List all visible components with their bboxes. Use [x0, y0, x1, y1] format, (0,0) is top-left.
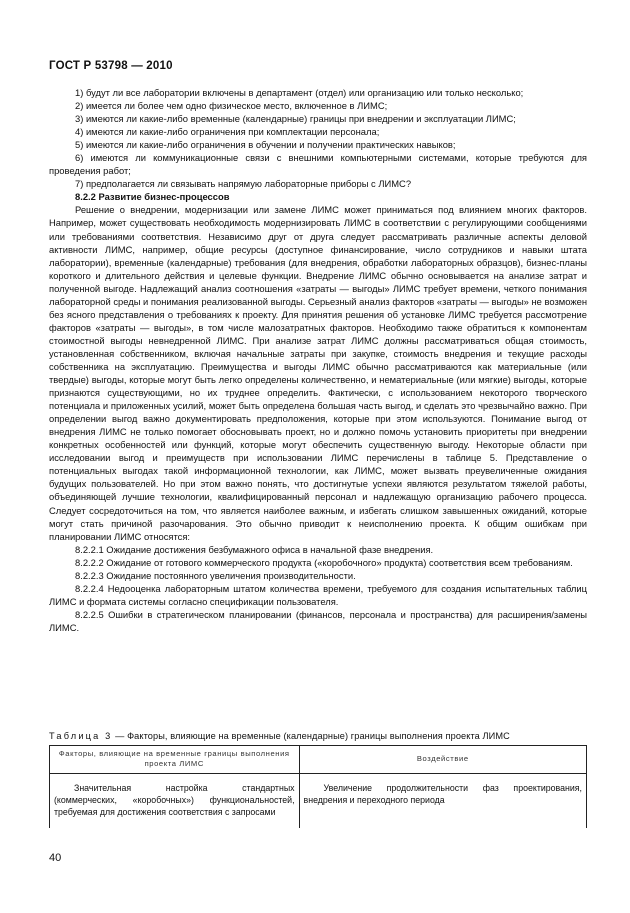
error-item: 8.2.2.4 Недооценка лабораторным штатом количества времени, требуемого для создания испытательных таблиц ЛИМС и формата системы согласно спецификации пользователя. — [49, 582, 587, 607]
list-item: 2) имеется ли более чем одно физическое место, включенное в ЛИМС; — [75, 100, 388, 112]
list-item: 5) имеются ли какие-либо ограничения в обучении и получении практических навыков; — [75, 139, 456, 151]
error-item: 8.2.2.3 Ожидание постоянного увеличения производительности. — [75, 569, 356, 581]
page-number: 40 — [49, 852, 62, 864]
error-item: 8.2.2.5 Ошибки в стратегическом планировании (финансов, персонала и пространства) для расширения/замены ЛИМС. — [49, 608, 587, 633]
table-row — [50, 774, 587, 829]
table-column-header: Воздействие — [299, 746, 586, 774]
table-header-row — [50, 746, 587, 774]
main-paragraph: Решение о внедрении, модернизации или замене ЛИМС может приниматься под влиянием многих факторов. Например, может существовать необходимость модернизировать ЛИМС в соответствии с регулирующими сообщениями или требованиями соответствия. Независимо друг от друга следует рассматривать различные аспекты деловой активности ЛИМС, например, общие ресурсы (доступное финансирование, число сотрудников и навыки штата лаборатории), временные (календарные) требования (для внедрения, обработки лабораторных образцов), бизнес-планы короткого и длительного действия и целевые функции. Внедрение ЛИМС обычно основывается на анализе затрат и полученной выгоде. Надлежащий анализ соотношения «затраты — выгоды» ЛИМС требует времени, четкого понимания лабораторной среды и понимания реализованной выгоды. Серьезный анализ факторов «затраты — выгоды» не возможен без ясного представления о требованиях к проекту. Для принятия решения об установке ЛИМС требуется рассмотрение факторов «затраты — выгоды», в том числе малозатратных факторов. Необходимо также обратиться к компонентам стоимостной выгоды невнедренной ЛИМС. При анализе затрат ЛИМС должны рассматриваться общая стоимость, установленная собственником, включая начальные затраты при закупке, стоимость внедрения и текущие расходы собственника на эксплуатацию. Преимущества и выгоды ЛИМС обычно рассматриваются как материальные (или твердые) выгоды, которые могут быть легко определены количественно, и нематериальные (или мягкие) выгоды, которые признаются существующими, но их труднее определить. Фактически, с использованием некоторого творческого потенциала и приложенных усилий, может быть определена большая часть выгод, и сделать это чрезвычайно важно. При определении выгод важно документировать предположения, которые при этом используются. Понимание выгод от внедрения ЛИМС не только помогает обосновывать проект, но и должно помочь установить приоритеты при внедрении конкретных особенностей или функций, которые могут обеспечить существенную выгоду. Некоторые области при исследовании выгод и преимуществ при использовании ЛИМС перечислены в таблице 5. Представление о потенциальных выгодах такой информационной технологии, как ЛИМС, может вызвать преувеличенные ожидания будущих пользователей. Но при этом важно понять, что достигнутые успехи являются результатом тяжелой работы, объединяющей лучшие технологии, квалифицированный персонал и надлежащую организацию рабочего процесса. Следует сосредоточиться на том, что является наиболее важным, и избегать слишком завышенных ожиданий, которые могут стать причиной разочарования. Это обычно приводит к неисполнению проекта. К общим ошибкам при планировании ЛИМС относятся: — [49, 204, 587, 542]
factors-table — [49, 745, 587, 828]
error-item: 8.2.2.2 Ожидание от готового коммерческого продукта («коробочного» продукта) соответствия всем требованиям. — [75, 556, 573, 568]
document-body — [49, 86, 587, 634]
table-caption-label: Таблица 3 — [49, 731, 113, 741]
list-item: 3) имеются ли какие-либо временные (календарные) границы при внедрении и эксплуатации ЛИМС; — [75, 113, 516, 125]
list-item: 6) имеются ли коммуникационные связи с внешними компьютерными системами, которые требуются для проведения работ; — [49, 152, 587, 177]
section-heading: 8.2.2 Развитие бизнес-процессов — [75, 191, 230, 203]
error-item: 8.2.2.1 Ожидание достижения безбумажного офиса в начальной фазе внедрения. — [75, 543, 434, 555]
table-cell — [50, 774, 300, 829]
list-item: 4) имеются ли какие-либо ограничения при комплектации персонала; — [75, 126, 380, 138]
list-item: 1) будут ли все лаборатории включены в департамент (отдел) или организацию или только несколько; — [75, 87, 524, 98]
table-caption-text: — Факторы, влияющие на временные (календарные) границы выполнения проекта ЛИМС — [112, 731, 510, 741]
table-column-header: Факторы, влияющие на временные границы выполнения проекта ЛИМС — [50, 746, 300, 774]
document-header: ГОСТ Р 53798 — 2010 — [49, 60, 173, 72]
table-caption — [49, 731, 587, 741]
table-cell-text: Значительная настройка стандартных (коммерческих, «коробочных») функциональностей, требуемая для достижения соответствия с запросами — [54, 783, 295, 817]
list-item: 7) предполагается ли связывать напрямую лабораторные приборы с ЛИМС? — [75, 178, 412, 190]
table-cell-text: Увеличение продолжительности фаз проектирования, внедрения и переходного периода — [303, 783, 582, 805]
table-cell — [299, 774, 586, 829]
